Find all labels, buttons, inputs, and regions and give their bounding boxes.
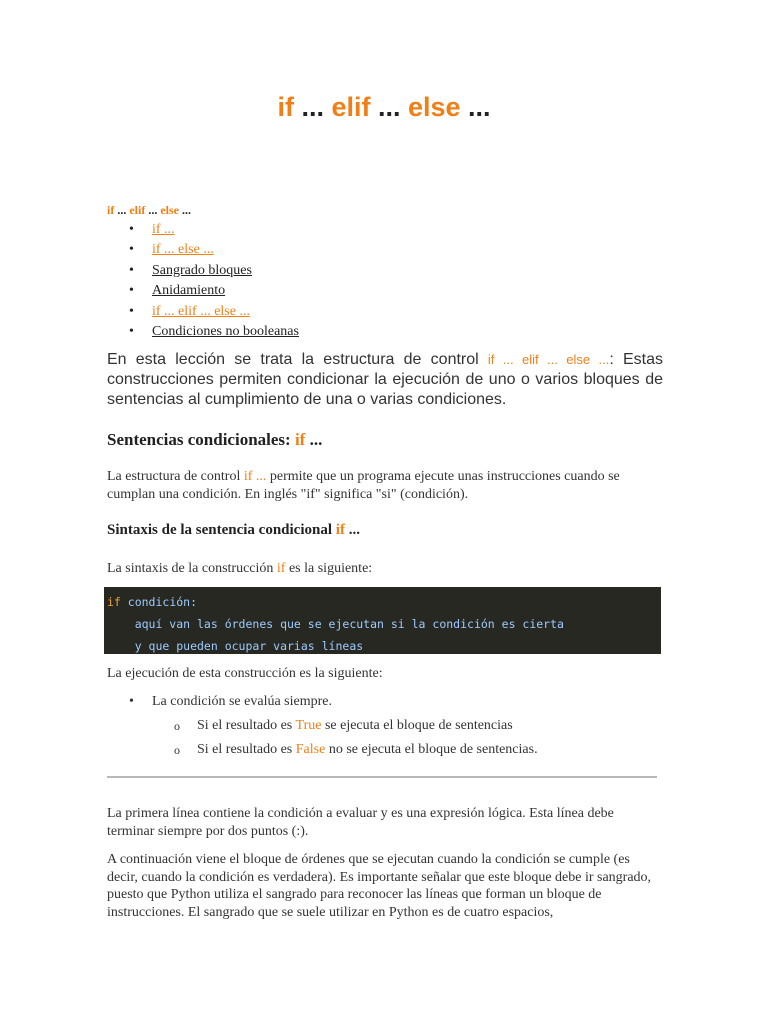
paragraph-text: La sintaxis de la construcción: [107, 561, 277, 576]
toc-header: [107, 203, 191, 218]
page-title: [0, 92, 768, 123]
list-item-text: La condición se evalúa siempre.: [152, 694, 332, 709]
table-of-contents: [107, 220, 299, 342]
toc-item: [107, 240, 299, 260]
execution-list: [107, 693, 538, 765]
paragraph-text-end: permite que un programa ejecute unas instrucciones cuando se cumplan una condición. En inglés "if" significa "si" (condición).: [107, 469, 620, 502]
sub-keyword: False: [295, 742, 326, 757]
paragraph-text-end: es la siguiente:: [285, 561, 373, 576]
intro-text-end: : Estas construcciones permiten condicionar la ejecución de uno o varios bloques de sentencias al cumplimiento de una o varias condiciones.: [107, 351, 664, 408]
heading-suffix: ...: [344, 522, 360, 538]
code-keyword: if: [107, 595, 121, 609]
toc-link[interactable]: Sangrado bloques: [152, 262, 252, 278]
paragraph-block: A continuación viene el bloque de órdenes que se ejecutan cuando la condición se cumple (es decir, cuando la condición es verdadera). Es importante señalar que este bloque debe ir sangrado, puesto que Python utiliza el sangrado para reconocer las líneas que forman un bloque de instrucciones. El sangrado que se suele utilizar en Python es de cuatro espacios,: [107, 852, 652, 920]
paragraph-text: La estructura de control: [107, 469, 244, 484]
sub-text: Si el resultado es: [197, 718, 296, 733]
toc-link[interactable]: if ... elif ... else ...: [152, 303, 250, 319]
toc-link[interactable]: if ... else ...: [152, 242, 214, 258]
section-heading-conditional: [107, 430, 322, 450]
syntax-intro-paragraph: [107, 560, 663, 578]
code-line: [104, 595, 661, 617]
sub-text-end: se ejecuta el bloque de sentencias: [321, 718, 513, 733]
toc-header-dots: ...: [145, 203, 161, 217]
toc-header-if: if: [107, 203, 115, 217]
heading-text: Sentencias condicionales:: [107, 430, 295, 449]
intro-paragraph: [107, 350, 663, 410]
code-block: [104, 587, 661, 654]
toc-link[interactable]: Condiciones no booleanas: [152, 323, 299, 339]
list-item: [152, 717, 538, 735]
section-heading-syntax: [107, 522, 360, 539]
toc-header-dots: ...: [114, 203, 130, 217]
toc-header-elif: elif: [129, 203, 146, 217]
toc-header-dots: ...: [179, 203, 191, 217]
heading-keyword: if: [335, 522, 345, 538]
list-item: [152, 741, 538, 759]
toc-link[interactable]: Anidamiento: [152, 283, 226, 299]
paragraph-keyword: if: [276, 561, 286, 576]
toc-item: [107, 261, 299, 281]
toc-link[interactable]: if ...: [152, 222, 175, 237]
title-dots: ...: [370, 92, 408, 122]
paragraph-first-line: La primera línea contiene la condición a evaluar y es una expresión lógica. Esta línea debe terminar siempre por dos puntos (:).: [107, 806, 614, 839]
code-line: aquí van las órdenes que se ejecutan si la condición es cierta: [107, 617, 564, 631]
toc-item: [107, 220, 299, 240]
sub-text-end: no se ejecuta el bloque de sentencias.: [325, 742, 538, 757]
title-else: else: [407, 92, 461, 122]
execution-intro: La ejecución de esta construcción es la siguiente:: [107, 666, 383, 681]
sub-keyword: True: [295, 718, 322, 733]
code-text: condición:: [120, 595, 198, 609]
title-dots: ...: [460, 92, 491, 122]
heading-suffix: ...: [305, 430, 323, 449]
heading-text: Sintaxis de la sentencia condicional: [107, 522, 336, 538]
horizontal-divider: [107, 776, 657, 778]
section1-paragraph: [107, 468, 663, 503]
list-item: [107, 693, 538, 759]
toc-header-else: else: [160, 203, 179, 217]
toc-item: [107, 302, 299, 322]
toc-item: [107, 322, 299, 342]
title-elif: elif: [331, 92, 371, 122]
sub-text: Si el resultado es: [197, 742, 296, 757]
intro-text: En esta lección se trata la estructura de control: [107, 351, 488, 368]
heading-keyword: if: [294, 430, 306, 449]
title-dots: ...: [293, 92, 332, 122]
paragraph-keyword: if ...: [243, 469, 267, 484]
intro-keyword: if ... elif ... else ...: [487, 352, 610, 367]
code-line: y que pueden ocupar varias líneas: [107, 639, 364, 653]
title-if: if: [277, 92, 294, 122]
toc-item: [107, 281, 299, 301]
execution-sublist: [152, 717, 538, 759]
